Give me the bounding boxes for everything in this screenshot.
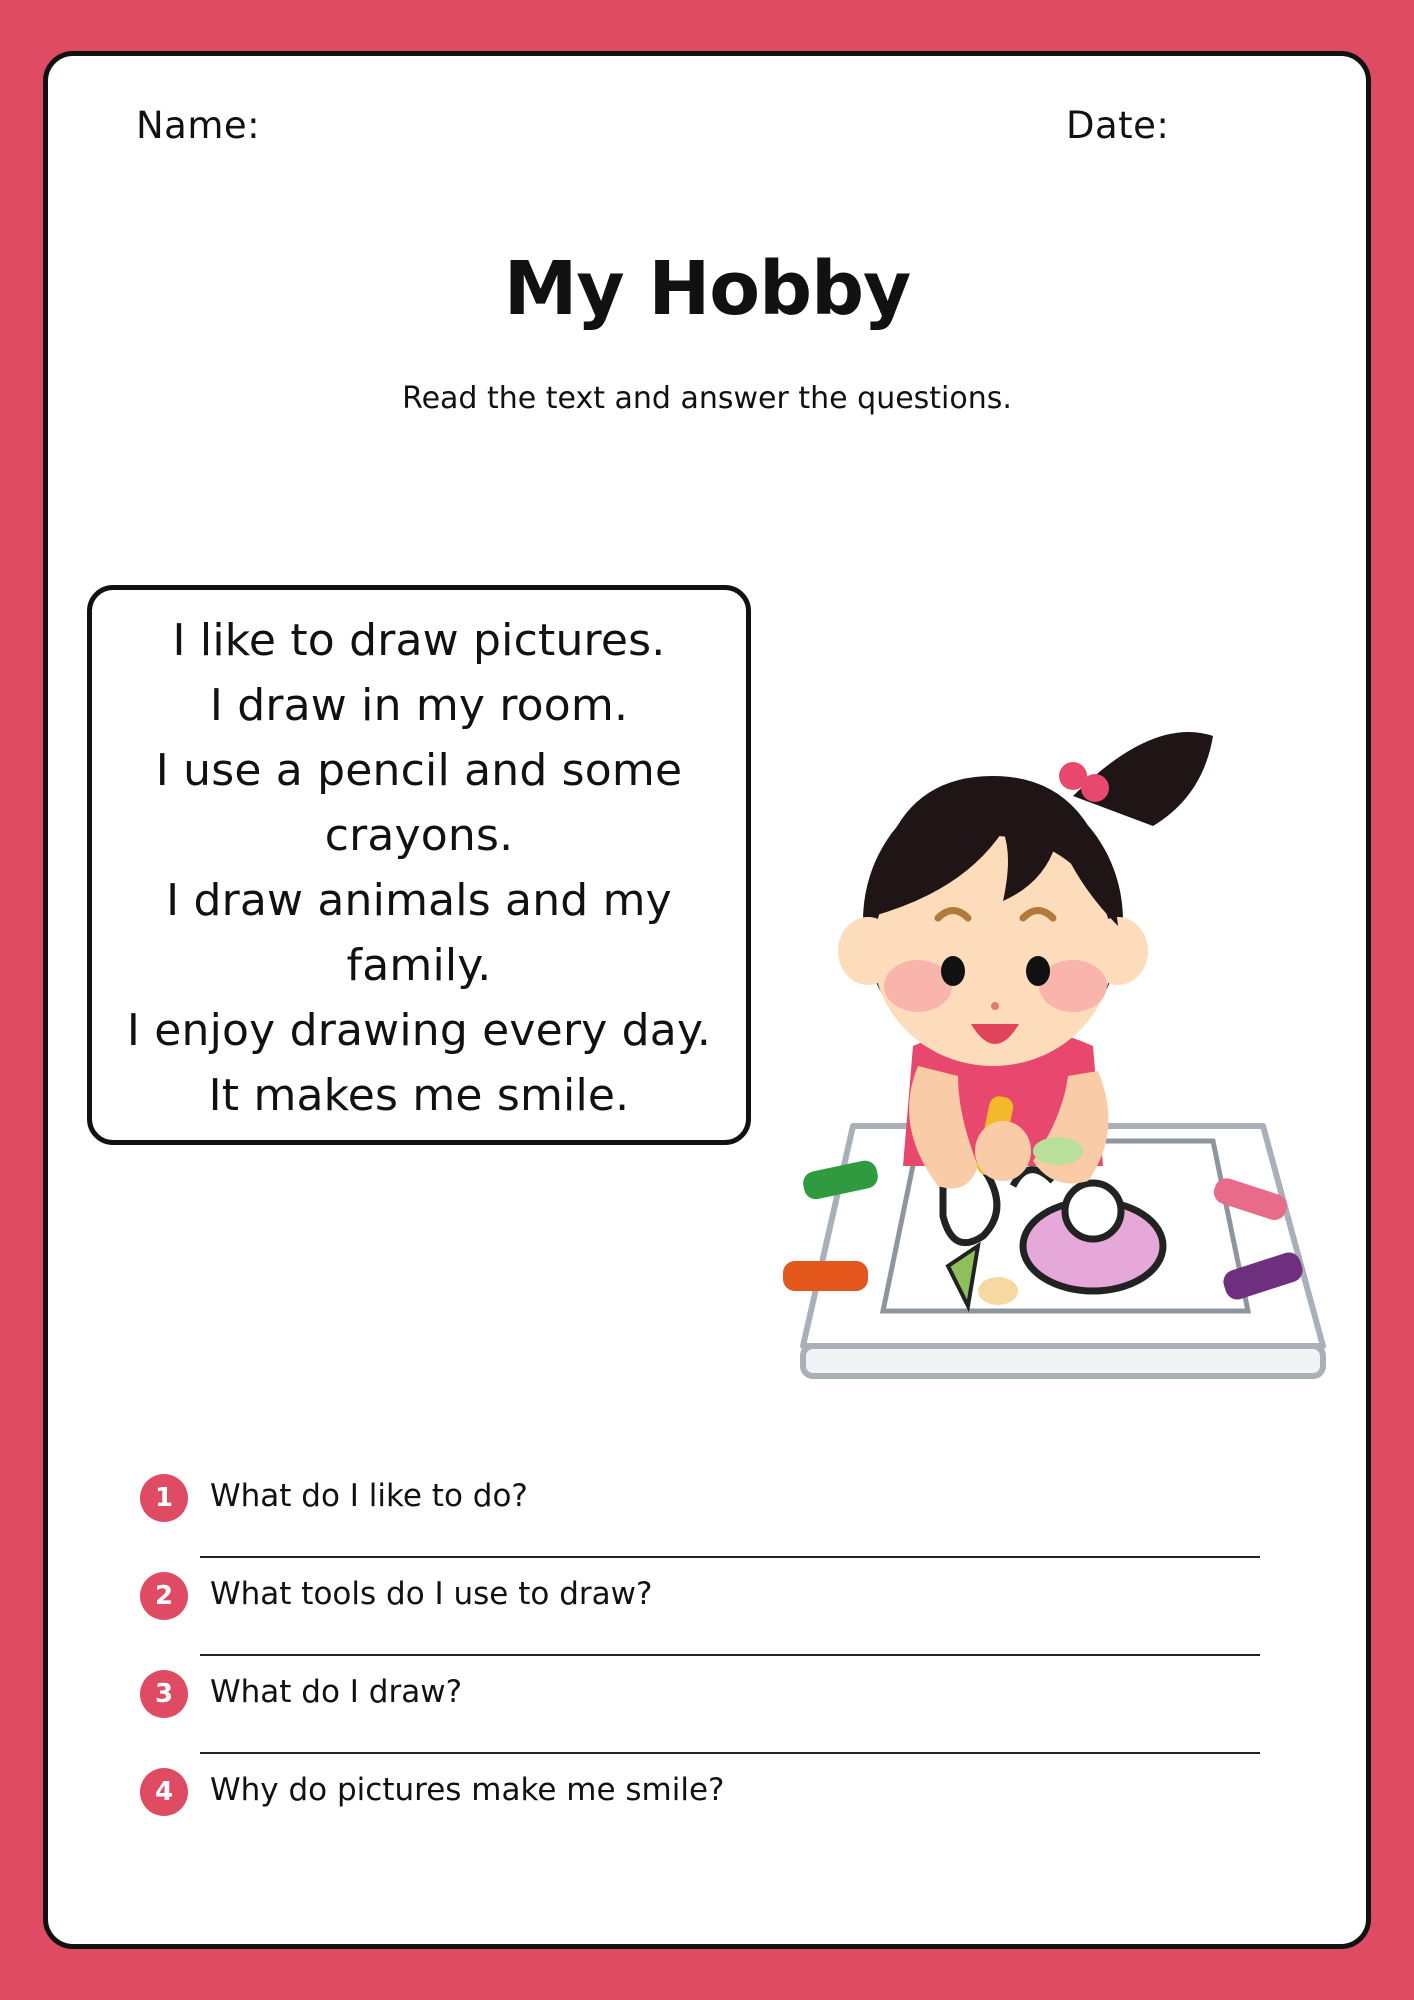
reading-line: I use a pencil and some crayons.	[155, 745, 683, 861]
question-item	[140, 1670, 1320, 1768]
question-text: What do I like to do?	[210, 1478, 528, 1514]
reading-line: I like to draw pictures.	[172, 615, 666, 666]
question-number-badge: 2	[140, 1572, 188, 1620]
question-number-badge: 3	[140, 1670, 188, 1718]
date-label: Date:	[1066, 104, 1170, 147]
question-item	[140, 1572, 1320, 1670]
name-label: Name:	[136, 104, 261, 147]
question-text: What tools do I use to draw?	[210, 1576, 653, 1612]
reading-line: I draw animals and my family.	[166, 875, 672, 991]
page-title: My Hobby	[503, 246, 911, 332]
question-number-badge: 4	[140, 1768, 188, 1816]
reading-passage-box	[87, 585, 751, 1145]
questions-list	[140, 1474, 1320, 1866]
answer-line[interactable]	[200, 1556, 1260, 1558]
reading-line: I enjoy drawing every day.	[126, 1005, 712, 1056]
instruction-text: Read the text and answer the questions.	[402, 381, 1012, 416]
worksheet-page	[43, 51, 1371, 1949]
question-text: What do I draw?	[210, 1674, 463, 1710]
question-number-badge: 1	[140, 1474, 188, 1522]
question-text: Why do pictures make me smile?	[210, 1772, 725, 1808]
question-item	[140, 1768, 1320, 1866]
answer-line[interactable]	[200, 1654, 1260, 1656]
question-item	[140, 1474, 1320, 1572]
answer-line[interactable]	[200, 1752, 1260, 1754]
reading-line: It makes me smile.	[208, 1070, 630, 1121]
girl-drawing-illustration	[743, 666, 1343, 1386]
reading-line: I draw in my room.	[209, 680, 629, 731]
